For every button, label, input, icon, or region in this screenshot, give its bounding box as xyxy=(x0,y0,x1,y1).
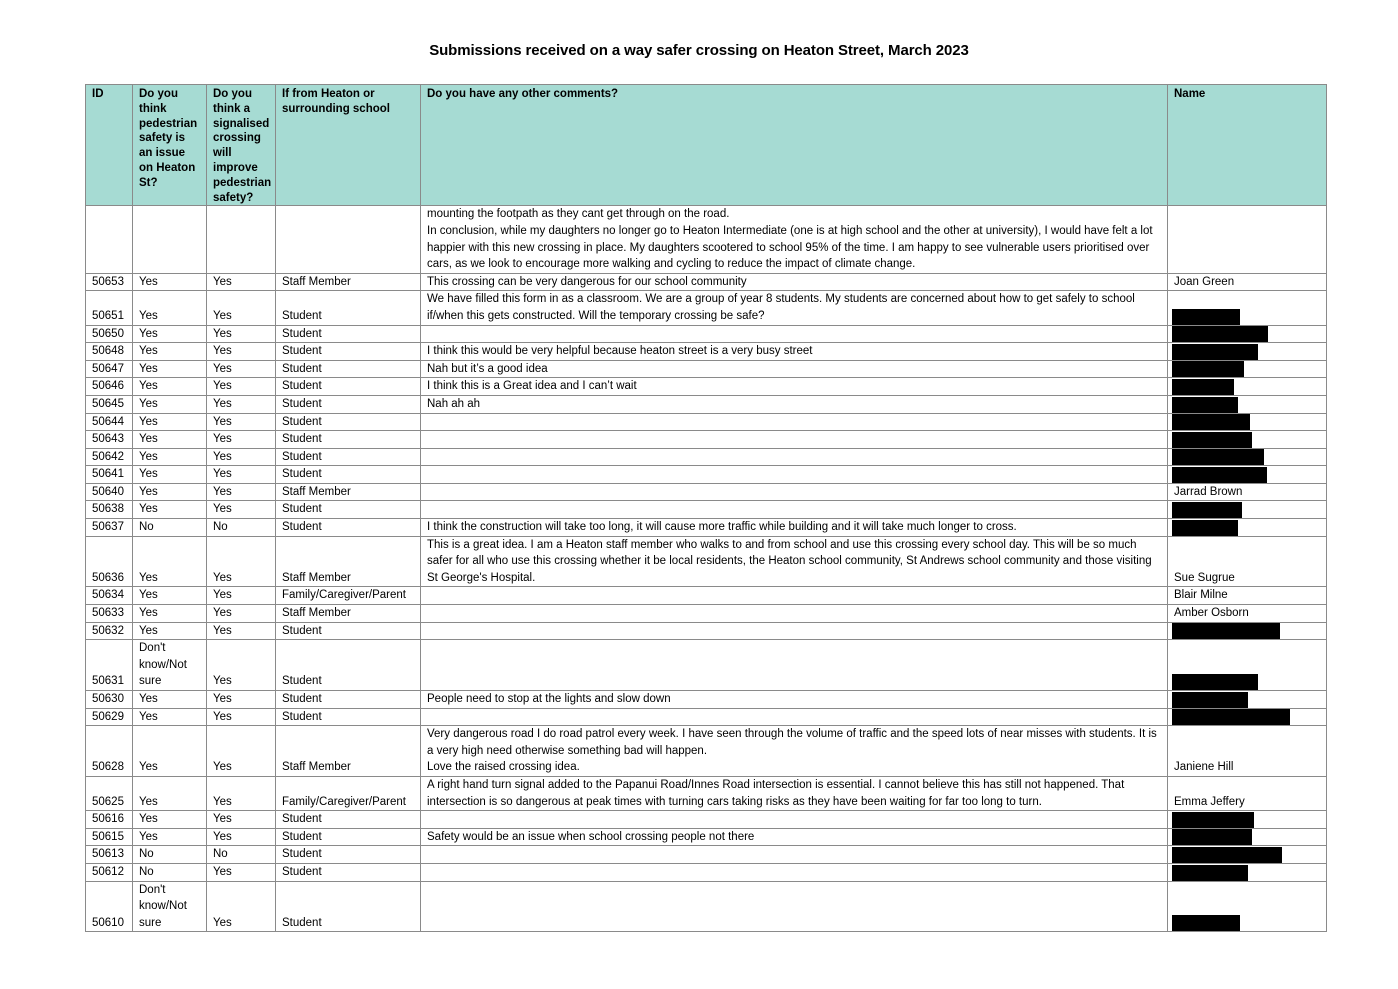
cell-school-role: Student xyxy=(276,828,421,846)
cell-name xyxy=(1168,828,1327,846)
table-row xyxy=(86,587,1327,605)
cell-safety-issue: Yes xyxy=(133,708,207,726)
table-row xyxy=(86,536,1327,587)
redaction-bar xyxy=(1172,520,1238,536)
cell-comment xyxy=(421,413,1168,431)
cell-name xyxy=(1168,708,1327,726)
cell-safety-issue: Don't know/Not sure xyxy=(133,640,207,691)
cell-comment xyxy=(421,811,1168,829)
submissions-table xyxy=(85,84,1327,932)
cell-name xyxy=(1168,448,1327,466)
cell-id: 50633 xyxy=(86,605,133,623)
cell-id: 50643 xyxy=(86,431,133,449)
cell-school-role: Student xyxy=(276,881,421,932)
cell-comment xyxy=(421,325,1168,343)
table-row xyxy=(86,431,1327,449)
cell-id: 50645 xyxy=(86,395,133,413)
header-signalised-crossing: Do you think a signalised crossing will improve pedestrian safety? xyxy=(207,85,276,206)
cell-signalised-crossing: Yes xyxy=(207,622,276,640)
cell-name xyxy=(1168,378,1327,396)
cell-comment xyxy=(421,640,1168,691)
cell-signalised-crossing: Yes xyxy=(207,483,276,501)
cell-signalised-crossing: Yes xyxy=(207,360,276,378)
table-row xyxy=(86,622,1327,640)
cell-signalised-crossing: Yes xyxy=(207,776,276,810)
redaction-bar xyxy=(1172,847,1282,863)
table-row xyxy=(86,846,1327,864)
cell-name xyxy=(1168,605,1327,623)
cell-name xyxy=(1168,640,1327,691)
cell-school-role: Student xyxy=(276,622,421,640)
redaction-bar xyxy=(1172,344,1258,360)
redaction-bar xyxy=(1172,709,1290,725)
header-id: ID xyxy=(86,85,133,206)
cell-safety-issue xyxy=(133,206,207,273)
cell-signalised-crossing: Yes xyxy=(207,501,276,519)
cell-signalised-crossing: Yes xyxy=(207,378,276,396)
header-comments: Do you have any other comments? xyxy=(421,85,1168,206)
redaction-bar xyxy=(1172,812,1254,828)
cell-school-role: Student xyxy=(276,691,421,709)
cell-id xyxy=(86,206,133,273)
cell-id: 50629 xyxy=(86,708,133,726)
cell-name xyxy=(1168,395,1327,413)
table-row xyxy=(86,483,1327,501)
cell-safety-issue: Yes xyxy=(133,483,207,501)
table-row xyxy=(86,640,1327,691)
cell-comment: I think this is a Great idea and I can’t wait xyxy=(421,378,1168,396)
table-row xyxy=(86,691,1327,709)
table-row xyxy=(86,708,1327,726)
cell-school-role: Student xyxy=(276,343,421,361)
cell-name xyxy=(1168,325,1327,343)
cell-name xyxy=(1168,536,1327,587)
cell-safety-issue: Yes xyxy=(133,776,207,810)
cell-school-role: Student xyxy=(276,640,421,691)
cell-name xyxy=(1168,519,1327,537)
cell-signalised-crossing: Yes xyxy=(207,413,276,431)
cell-name xyxy=(1168,811,1327,829)
cell-id: 50612 xyxy=(86,863,133,881)
cell-comment: This is a great idea. I am a Heaton staff member who walks to and from school and use this crossing every school day. This will be so much safer for all who use this crossing whether it be local residents, the Heaton school community, St Andrews school community and those visiting St George's Hospital. xyxy=(421,536,1168,587)
cell-name xyxy=(1168,431,1327,449)
cell-school-role: Student xyxy=(276,811,421,829)
cell-name xyxy=(1168,501,1327,519)
redaction-bar xyxy=(1172,865,1248,881)
cell-signalised-crossing: Yes xyxy=(207,863,276,881)
cell-signalised-crossing: Yes xyxy=(207,448,276,466)
cell-safety-issue: Yes xyxy=(133,360,207,378)
cell-signalised-crossing: Yes xyxy=(207,291,276,325)
cell-school-role: Student xyxy=(276,519,421,537)
cell-comment: This crossing can be very dangerous for our school community xyxy=(421,273,1168,291)
cell-school-role: Family/Caregiver/Parent xyxy=(276,587,421,605)
cell-comment: Safety would be an issue when school crossing people not there xyxy=(421,828,1168,846)
cell-safety-issue: Yes xyxy=(133,466,207,484)
cell-safety-issue: Yes xyxy=(133,587,207,605)
cell-school-role: Student xyxy=(276,846,421,864)
table-row xyxy=(86,343,1327,361)
name-text: Blair Milne xyxy=(1174,589,1228,602)
cell-id: 50625 xyxy=(86,776,133,810)
cell-comment: A right hand turn signal added to the Papanui Road/Innes Road intersection is essential. I cannot believe this has still not happened. That intersection is so dangerous at peak times with turning cars taking risks as they have been waiting for far too long to turn. xyxy=(421,776,1168,810)
cell-safety-issue: Yes xyxy=(133,622,207,640)
cell-id: 50641 xyxy=(86,466,133,484)
cell-safety-issue: Yes xyxy=(133,343,207,361)
cell-id: 50640 xyxy=(86,483,133,501)
cell-school-role: Student xyxy=(276,431,421,449)
cell-name xyxy=(1168,483,1327,501)
cell-name xyxy=(1168,343,1327,361)
cell-name xyxy=(1168,273,1327,291)
cell-signalised-crossing: Yes xyxy=(207,587,276,605)
cell-school-role: Student xyxy=(276,448,421,466)
cell-school-role xyxy=(276,206,421,273)
cell-school-role: Student xyxy=(276,291,421,325)
cell-school-role: Student xyxy=(276,413,421,431)
cell-name xyxy=(1168,863,1327,881)
redaction-bar xyxy=(1172,674,1258,690)
redaction-bar xyxy=(1172,397,1238,413)
table-row xyxy=(86,811,1327,829)
redaction-bar xyxy=(1172,829,1252,845)
redaction-bar xyxy=(1172,502,1242,518)
cell-signalised-crossing: No xyxy=(207,519,276,537)
name-text: Sue Sugrue xyxy=(1174,571,1235,584)
cell-id: 50642 xyxy=(86,448,133,466)
cell-id: 50616 xyxy=(86,811,133,829)
cell-signalised-crossing: Yes xyxy=(207,536,276,587)
redaction-bar xyxy=(1172,414,1250,430)
cell-safety-issue: Yes xyxy=(133,605,207,623)
table-row xyxy=(86,605,1327,623)
table-row xyxy=(86,273,1327,291)
cell-comment: I think this would be very helpful because heaton street is a very busy street xyxy=(421,343,1168,361)
cell-id: 50631 xyxy=(86,640,133,691)
cell-name xyxy=(1168,206,1327,273)
cell-id: 50647 xyxy=(86,360,133,378)
cell-signalised-crossing: Yes xyxy=(207,708,276,726)
header-row xyxy=(86,85,1327,206)
cell-id: 50650 xyxy=(86,325,133,343)
cell-signalised-crossing: Yes xyxy=(207,881,276,932)
cell-safety-issue: Yes xyxy=(133,325,207,343)
cell-school-role: Student xyxy=(276,708,421,726)
cell-safety-issue: Yes xyxy=(133,501,207,519)
cell-name xyxy=(1168,413,1327,431)
redaction-bar xyxy=(1172,309,1240,325)
cell-signalised-crossing: Yes xyxy=(207,828,276,846)
redaction-bar xyxy=(1172,449,1264,465)
cell-name xyxy=(1168,587,1327,605)
cell-id: 50630 xyxy=(86,691,133,709)
table-row xyxy=(86,378,1327,396)
table-row xyxy=(86,501,1327,519)
name-text: Emma Jeffery xyxy=(1174,795,1245,808)
redaction-bar xyxy=(1172,915,1240,931)
cell-safety-issue: Yes xyxy=(133,828,207,846)
cell-signalised-crossing: Yes xyxy=(207,395,276,413)
table-body xyxy=(86,206,1327,932)
cell-school-role: Student xyxy=(276,360,421,378)
cell-comment xyxy=(421,605,1168,623)
redaction-bar xyxy=(1172,326,1268,342)
cell-comment xyxy=(421,483,1168,501)
redaction-bar xyxy=(1172,623,1280,639)
cell-comment xyxy=(421,622,1168,640)
redaction-bar xyxy=(1172,432,1252,448)
table-row xyxy=(86,291,1327,325)
cell-safety-issue: Yes xyxy=(133,726,207,777)
cell-safety-issue: Yes xyxy=(133,811,207,829)
cell-id: 50637 xyxy=(86,519,133,537)
cell-safety-issue: Yes xyxy=(133,291,207,325)
cell-id: 50648 xyxy=(86,343,133,361)
redaction-bar xyxy=(1172,361,1244,377)
cell-safety-issue: Yes xyxy=(133,273,207,291)
name-text: Joan Green xyxy=(1174,275,1235,288)
cell-comment: People need to stop at the lights and slow down xyxy=(421,691,1168,709)
cell-name xyxy=(1168,691,1327,709)
cell-signalised-crossing: Yes xyxy=(207,605,276,623)
cell-safety-issue: No xyxy=(133,846,207,864)
cell-signalised-crossing: Yes xyxy=(207,273,276,291)
cell-school-role: Student xyxy=(276,325,421,343)
cell-comment xyxy=(421,881,1168,932)
cell-comment xyxy=(421,501,1168,519)
name-text: Amber Osborn xyxy=(1174,607,1249,620)
cell-comment xyxy=(421,587,1168,605)
cell-id: 50610 xyxy=(86,881,133,932)
cell-name xyxy=(1168,291,1327,325)
cell-comment xyxy=(421,431,1168,449)
table-row xyxy=(86,413,1327,431)
cell-id: 50651 xyxy=(86,291,133,325)
cell-comment: We have filled this form in as a classroom. We are a group of year 8 students. My students are concerned about how to get safely to school if/when this gets constructed. Will the temporary crossing be safe? xyxy=(421,291,1168,325)
header-school-role: If from Heaton or surrounding school xyxy=(276,85,421,206)
cell-signalised-crossing: Yes xyxy=(207,726,276,777)
table-row xyxy=(86,325,1327,343)
table-row xyxy=(86,206,1327,273)
cell-school-role: Staff Member xyxy=(276,273,421,291)
cell-school-role: Student xyxy=(276,395,421,413)
cell-safety-issue: Don't know/Not sure xyxy=(133,881,207,932)
cell-signalised-crossing: No xyxy=(207,846,276,864)
cell-id: 50613 xyxy=(86,846,133,864)
cell-id: 50636 xyxy=(86,536,133,587)
cell-comment: I think the construction will take too long, it will cause more traffic while building and it will take much longer to cross. xyxy=(421,519,1168,537)
cell-signalised-crossing: Yes xyxy=(207,343,276,361)
cell-signalised-crossing: Yes xyxy=(207,466,276,484)
redaction-bar xyxy=(1172,467,1267,483)
cell-safety-issue: Yes xyxy=(133,378,207,396)
cell-comment xyxy=(421,448,1168,466)
cell-id: 50653 xyxy=(86,273,133,291)
cell-name xyxy=(1168,360,1327,378)
cell-id: 50644 xyxy=(86,413,133,431)
cell-name xyxy=(1168,726,1327,777)
cell-comment: Very dangerous road I do road patrol every week. I have seen through the volume of traffic and the speed lots of near misses with students. It is a very high need otherwise something bad will happen. Love the raised crossing idea. xyxy=(421,726,1168,777)
cell-school-role: Student xyxy=(276,501,421,519)
cell-signalised-crossing: Yes xyxy=(207,640,276,691)
cell-school-role: Staff Member xyxy=(276,605,421,623)
cell-signalised-crossing: Yes xyxy=(207,691,276,709)
cell-comment: mounting the footpath as they cant get through on the road. In conclusion, while my daughters no longer go to Heaton Intermediate (one is at high school and the other at university), I would have felt a lot happier with this new crossing in place. My daughters scootered to school 95% of the time. I am happy to see vulnerable users prioritised over cars, as we look to encourage more walking and cycling to reduce the impact of climate change. xyxy=(421,206,1168,273)
table-row xyxy=(86,466,1327,484)
table-row xyxy=(86,828,1327,846)
cell-safety-issue: Yes xyxy=(133,431,207,449)
header-safety-issue: Do you think pedestrian safety is an issue on Heaton St? xyxy=(133,85,207,206)
cell-comment: Nah but it’s a good idea xyxy=(421,360,1168,378)
table-row xyxy=(86,726,1327,777)
cell-comment xyxy=(421,466,1168,484)
redaction-bar xyxy=(1172,692,1248,708)
table-row xyxy=(86,863,1327,881)
table-row xyxy=(86,360,1327,378)
cell-safety-issue: Yes xyxy=(133,448,207,466)
table-row xyxy=(86,395,1327,413)
header-name: Name xyxy=(1168,85,1327,206)
cell-id: 50646 xyxy=(86,378,133,396)
cell-id: 50615 xyxy=(86,828,133,846)
table-row xyxy=(86,776,1327,810)
table-row xyxy=(86,881,1327,932)
table-row xyxy=(86,519,1327,537)
cell-name xyxy=(1168,776,1327,810)
name-text: Jarrad Brown xyxy=(1174,485,1243,498)
cell-signalised-crossing: Yes xyxy=(207,325,276,343)
cell-name xyxy=(1168,881,1327,932)
cell-safety-issue: No xyxy=(133,863,207,881)
cell-comment xyxy=(421,863,1168,881)
cell-school-role: Student xyxy=(276,466,421,484)
cell-school-role: Staff Member xyxy=(276,483,421,501)
cell-school-role: Staff Member xyxy=(276,536,421,587)
cell-signalised-crossing: Yes xyxy=(207,431,276,449)
cell-name xyxy=(1168,846,1327,864)
cell-school-role: Student xyxy=(276,378,421,396)
name-text: Janiene Hill xyxy=(1174,761,1234,774)
cell-safety-issue: Yes xyxy=(133,395,207,413)
cell-id: 50628 xyxy=(86,726,133,777)
cell-name xyxy=(1168,622,1327,640)
cell-id: 50638 xyxy=(86,501,133,519)
cell-safety-issue: Yes xyxy=(133,413,207,431)
page-title: Submissions received on a way safer crossing on Heaton Street, March 2023 xyxy=(429,42,969,59)
table-row xyxy=(86,448,1327,466)
cell-safety-issue: Yes xyxy=(133,536,207,587)
cell-id: 50632 xyxy=(86,622,133,640)
cell-safety-issue: Yes xyxy=(133,691,207,709)
cell-school-role: Family/Caregiver/Parent xyxy=(276,776,421,810)
redaction-bar xyxy=(1172,379,1234,395)
cell-comment xyxy=(421,708,1168,726)
cell-name xyxy=(1168,466,1327,484)
cell-comment: Nah ah ah xyxy=(421,395,1168,413)
cell-school-role: Student xyxy=(276,863,421,881)
cell-signalised-crossing: Yes xyxy=(207,811,276,829)
cell-school-role: Staff Member xyxy=(276,726,421,777)
cell-signalised-crossing xyxy=(207,206,276,273)
cell-safety-issue: No xyxy=(133,519,207,537)
cell-id: 50634 xyxy=(86,587,133,605)
cell-comment xyxy=(421,846,1168,864)
